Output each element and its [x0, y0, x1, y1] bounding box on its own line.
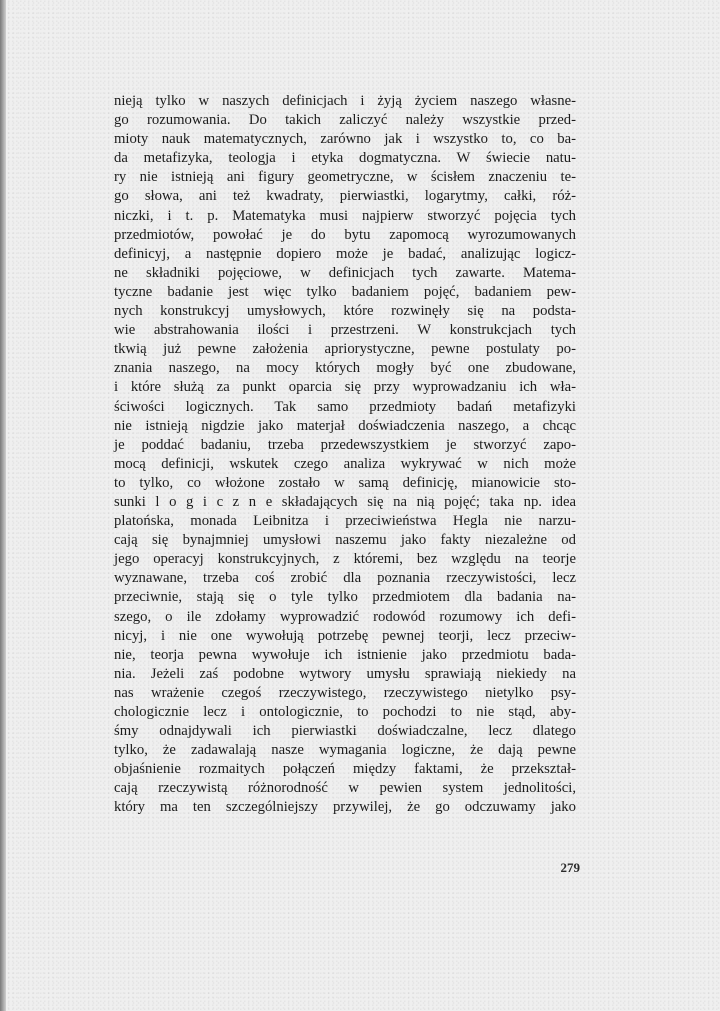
page-binding-edge [0, 0, 6, 1011]
text-line: platońska, monada Leibnitza i przeciwieństwa Hegla nie narzu- [114, 513, 576, 530]
text-line: i które służą za punkt oparcia się przy wyprowadzaniu ich wła- [114, 379, 576, 396]
text-line: tkwią już pewne założenia apriorystyczne, pewne postulaty po- [114, 341, 576, 358]
text-line: cają rzeczywistą różnorodność w pewien system jednolitości, [114, 780, 576, 797]
text-line: wyznawane, trzeba coś zrobić dla poznania rzeczywistości, lecz [114, 570, 576, 587]
text-line: nas wrażenie czegoś rzeczywistego, rzeczywistego nietylko psy- [114, 684, 576, 701]
text-line: przeciwnie, stają się o tyle tylko przedmiotem dla badania na- [114, 589, 576, 606]
text-line: ściwości logicznych. Tak samo przedmioty badań metafizyki [114, 398, 576, 415]
text-line: mocą definicji, wskutek czego analiza wykrywać w nich może [114, 455, 576, 472]
text-line: nicyj, i nie one wywołują potrzebę pewnej teorji, lecz przeciw- [114, 627, 576, 644]
text-line: tyczne badanie jest więc tylko badaniem pojęć, badaniem pew- [114, 283, 576, 300]
text-line: go rozumowania. Do takich zaliczyć należy wszystkie przed- [114, 112, 576, 129]
text-line: który ma ten szczególniejszy przywilej, że go odczuwamy jako [114, 799, 576, 816]
body-text [114, 92, 576, 818]
text-line: mioty nauk matematycznych, zarówno jak i wszystko to, co ba- [114, 131, 576, 148]
text-line: ry nie istnieją ani figury geometryczne, w ścisłem znaczeniu te- [114, 169, 576, 186]
text-line: znania naszego, na mocy których mogły być one zbudowane, [114, 360, 576, 377]
text-line: śmy odnajdywali ich pierwiastki doświadczalne, lecz dlatego [114, 723, 576, 740]
text-line: cają się bynajmniej umysłowi naszemu jako fakty niezależne od [114, 532, 576, 549]
text-line: szego, o ile zdołamy wyprowadzić rodowód rozumowy ich defi- [114, 608, 576, 625]
text-line: tylko, że zadawalają nasze wymagania logiczne, że dają pewne [114, 742, 576, 759]
text-line: nieją tylko w naszych definicjach i żyją życiem naszego własne- [114, 93, 576, 109]
text-line: definicyj, a następnie dopiero może je badać, analizując logicz- [114, 245, 576, 262]
text-line: da metafizyka, teologja i etyka dogmatyczna. W świecie natu- [114, 150, 576, 167]
text-line: nych konstrukcyj umysłowych, które rozwinęły się na podsta- [114, 303, 576, 320]
text-line: to tylko, co włożone zostało w samą definicję, mianowicie sto- [114, 474, 576, 491]
text-line: chologicznie lecz i ontologicznie, to pochodzi to nie stąd, aby- [114, 704, 576, 720]
text-line: je poddać badaniu, trzeba przedewszystkiem je stworzyć zapo- [114, 436, 576, 453]
text-line: przedmiotów, powołać je do bytu zapomocą wyrozumowanych [114, 226, 576, 243]
text-line: go słowa, ani też kwadraty, pierwiastki, logarytmy, całki, róż- [114, 188, 576, 205]
text-line: sunki l o g i c z n e składających się na nią pojęć; taka np. idea [114, 493, 576, 510]
text-line: jego operacyj konstrukcyjnych, z któremi, bez względu na teorje [114, 551, 576, 568]
text-line: wie abstrahowania ilości i przestrzeni. W konstrukcjach tych [114, 322, 576, 339]
text-line: objaśnienie rozmaitych połączeń między faktami, że przekształ- [114, 761, 576, 778]
text-line: nie, teorja pewna wywołuje ich istnienie jako przedmiotu bada- [114, 646, 576, 663]
text-line: nie istnieją nigdzie jako materjał doświadczenia naszego, a chcąc [114, 417, 576, 434]
text-line: nia. Jeżeli zaś podobne wytwory umysłu sprawiają niekiedy na [114, 665, 576, 682]
page-number: 279 [560, 860, 580, 875]
text-line: ne składniki pojęciowe, w definicjach tych zawarte. Matema- [114, 264, 576, 281]
text-line: niczki, i t. p. Matematyka musi najpierw stworzyć pojęcia tych [114, 207, 576, 224]
